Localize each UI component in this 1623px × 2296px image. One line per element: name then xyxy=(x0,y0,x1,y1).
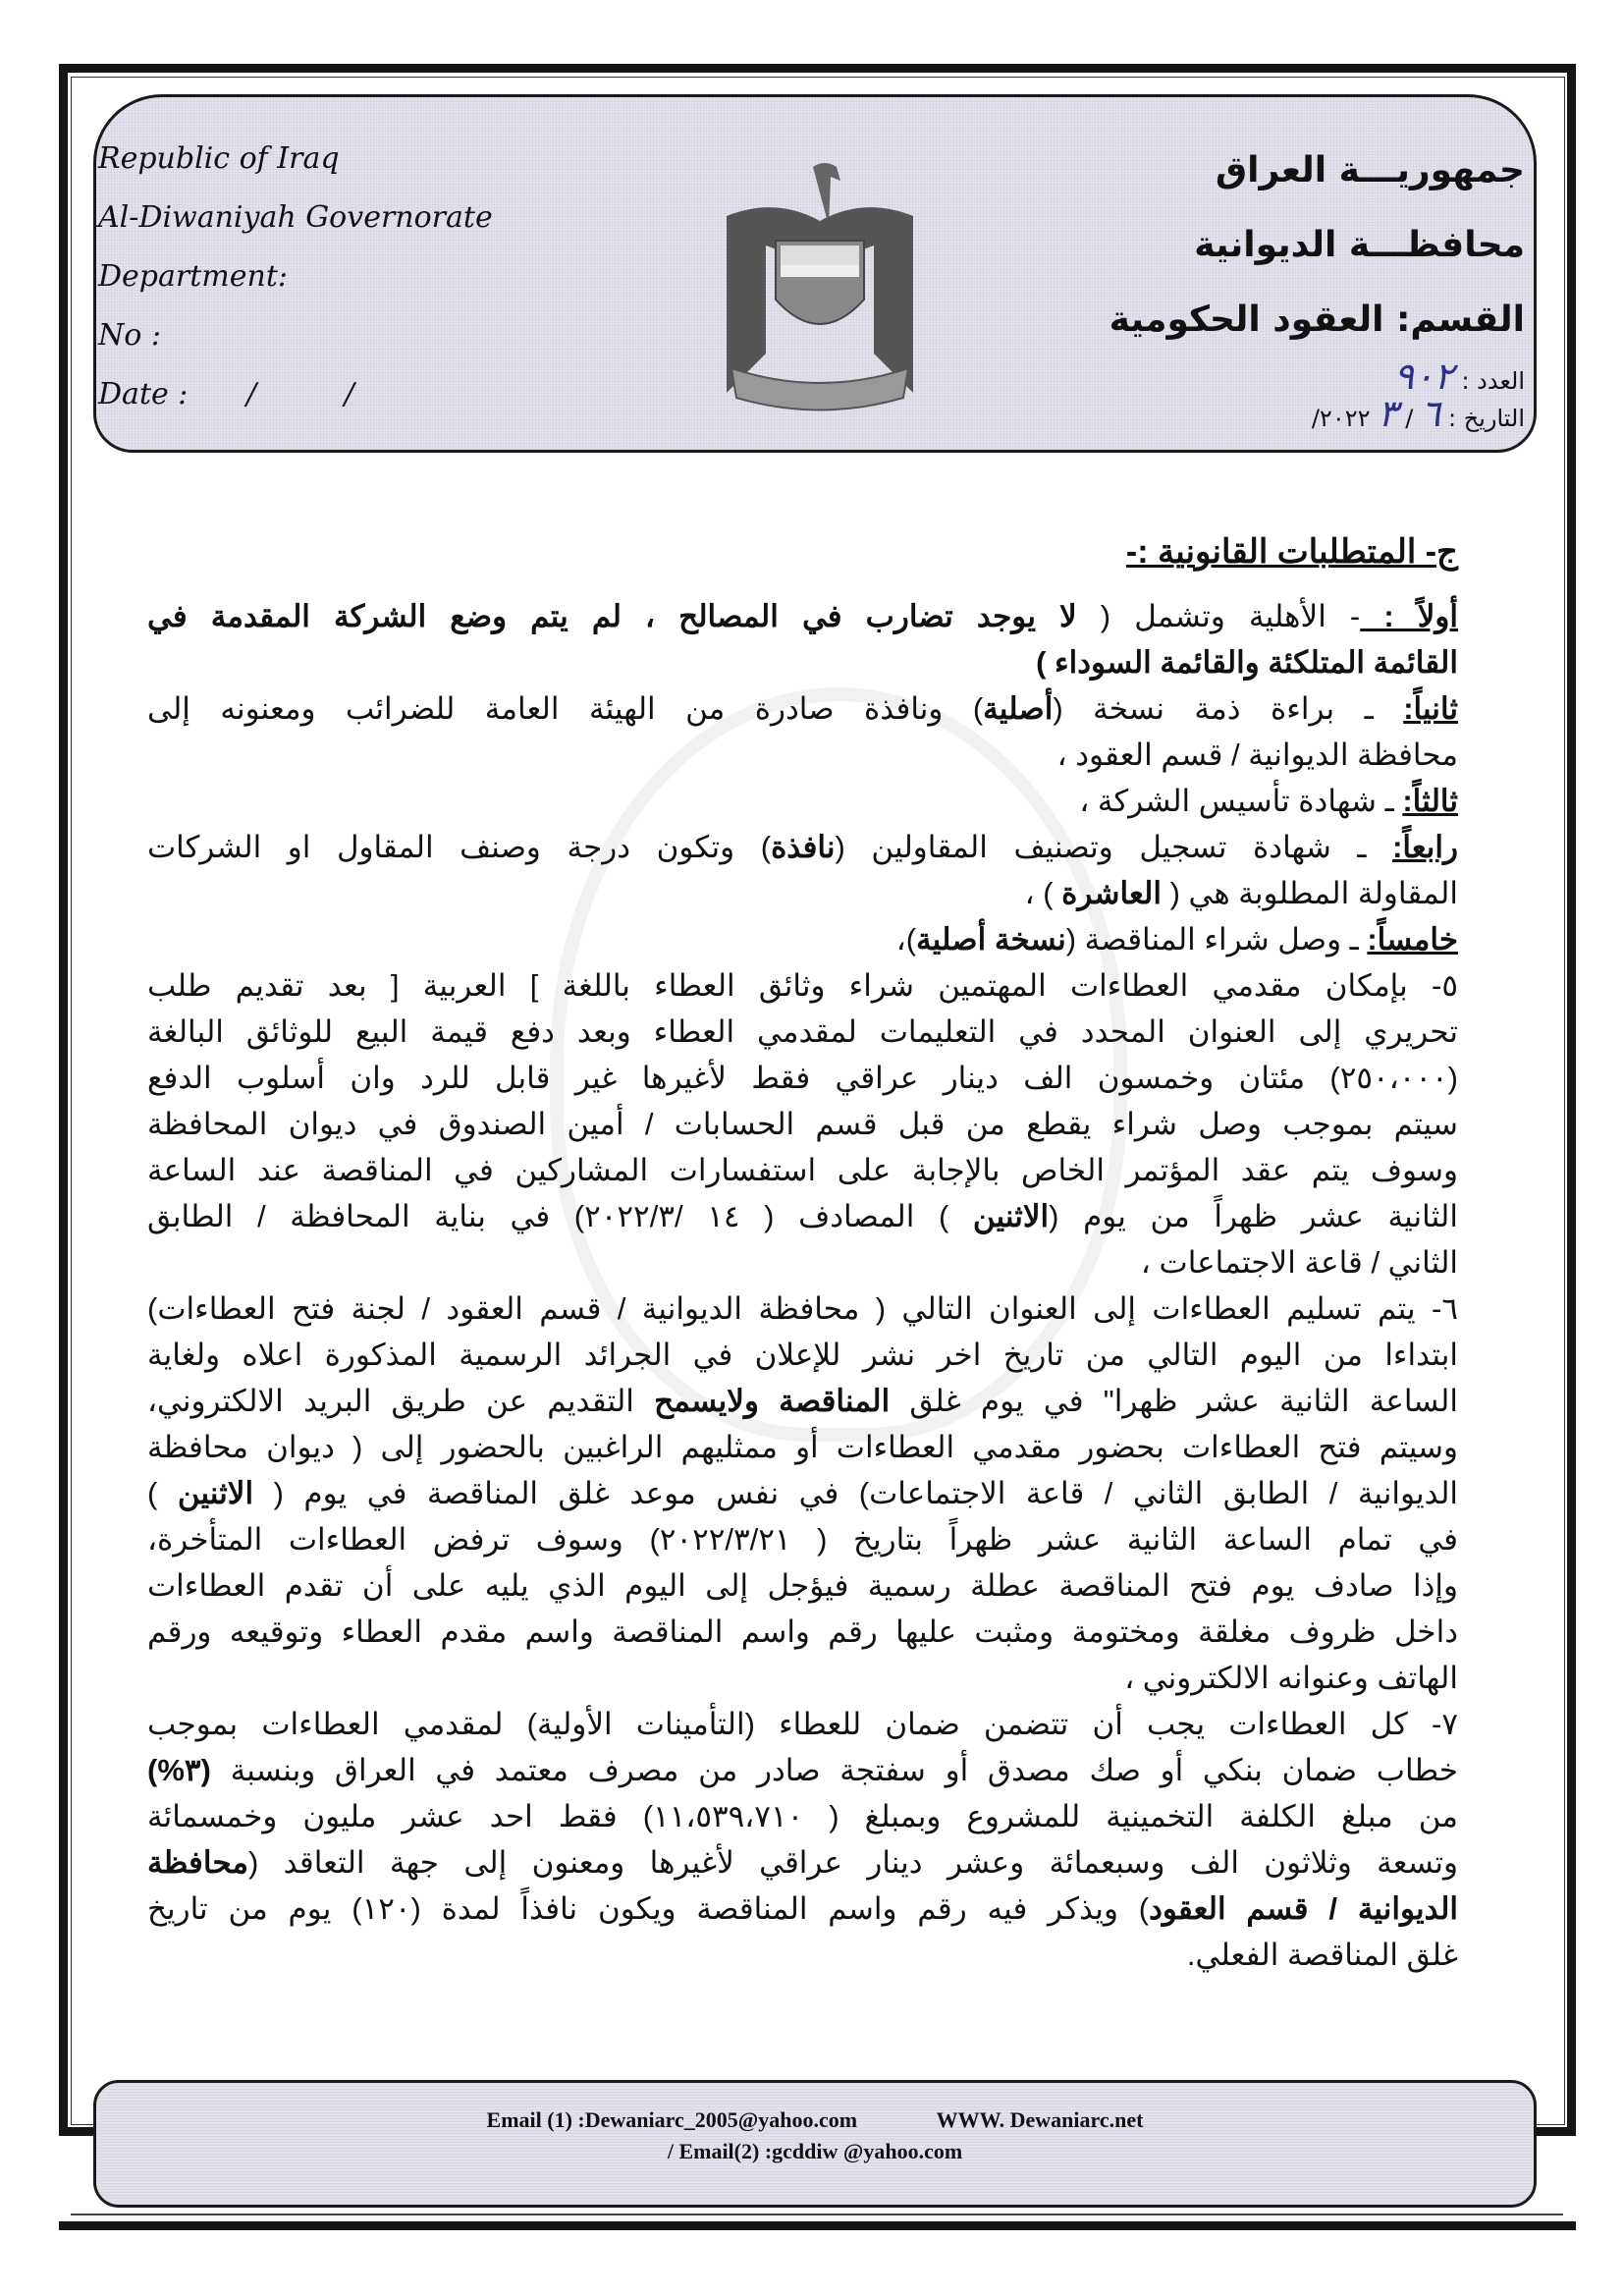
body-line xyxy=(147,1701,1458,1747)
text: ـ وصل شراء المناقصة ( xyxy=(1065,922,1368,957)
body-lines xyxy=(147,593,1458,1978)
bold-text: القائمة المتلكئة والقائمة السوداء ) xyxy=(1036,645,1458,680)
number-row-ar xyxy=(1109,355,1525,398)
body-line xyxy=(147,1470,1458,1516)
text: ) المصادف ( ١٤ /٢٠٢٢/٣) في بناية المحافظة / الطابق xyxy=(147,1199,973,1233)
date-month-handwritten: ٣ xyxy=(1378,392,1398,435)
bold-text: المناقصة ولايسمح xyxy=(654,1384,891,1418)
body-line xyxy=(147,1839,1458,1886)
bold-text: الاثنين xyxy=(972,1199,1050,1233)
bold-text: نسخة أصلية xyxy=(916,922,1066,957)
body-line xyxy=(147,1516,1458,1562)
number-label-en: No : xyxy=(98,318,161,353)
text: المقاولة المطلوبة هي ( xyxy=(1161,876,1458,910)
footer-line-2 xyxy=(96,2136,1534,2167)
department-label-en: Department: xyxy=(98,259,288,294)
text: ـ شهادة تأسيس الشركة ، xyxy=(1079,784,1403,818)
footer-contact-box xyxy=(93,2080,1537,2208)
text: (٢٥٠،٠٠٠) مئتان وخمسون الف دينار عراقي فقط لأغيرها غير قابل للرد وان أسلوب الدفع xyxy=(147,1061,1458,1095)
country-ar: جمهوريـــة العراق xyxy=(1215,150,1525,191)
body-line xyxy=(147,1424,1458,1470)
footer-line-1 xyxy=(96,2105,1534,2136)
text: الثاني / قاعة الاجتماعات ، xyxy=(1140,1245,1458,1280)
text: سيتم بموجب وصل شراء يقطع من قبل قسم الحسابات / أمين الصندوق في ديوان المحافظة xyxy=(147,1107,1458,1141)
footer-website: WWW. Dewaniarc.net xyxy=(936,2107,1144,2132)
body-line xyxy=(147,1147,1458,1193)
footer-email-2: / Email(2) :gcddiw @yahoo.com xyxy=(667,2139,963,2163)
text: ٥- بإمكان مقدمي العطاءات المهتمين شراء وثائق العطاء باللغة ] العربية [ بعد تقديم طلب xyxy=(147,968,1458,1003)
bold-text: الديوانية / قسم العقود xyxy=(1149,1891,1459,1926)
letterhead-english xyxy=(98,130,493,424)
body-line xyxy=(147,1009,1458,1055)
date-year: ٢٠٢٢/ xyxy=(1311,405,1371,432)
number-handwritten: ٩٠٢ xyxy=(1393,355,1454,398)
department-ar: القسم: العقود الحكومية xyxy=(1109,300,1525,340)
bold-text: رابعاً: xyxy=(1392,830,1458,864)
date-row-ar xyxy=(1109,392,1525,435)
bold-text: ثانياً: xyxy=(1403,691,1459,726)
text: ٦- يتم تسليم العطاءات إلى العنوان التالي ( محافظة الديوانية / قسم العقود / لجنة فتح العطاءات) xyxy=(147,1291,1458,1326)
body-line xyxy=(147,870,1458,916)
body-line xyxy=(147,1101,1458,1147)
bold-text: أولاً : xyxy=(1360,599,1458,633)
text: التقديم عن طريق البريد الالكتروني، xyxy=(147,1384,655,1418)
text: الثانية عشر ظهراً من يوم ( xyxy=(1049,1199,1458,1233)
date-label-en: Date : xyxy=(98,377,189,411)
bold-text: نافذة xyxy=(771,830,836,864)
text: وسيتم فتح العطاءات بحضور مقدمي العطاءات أو ممثليهم الراغبين بالحضور إلى ( ديوان محافظة xyxy=(147,1430,1458,1464)
text: في تمام الساعة الثانية عشر ظهراً بتاريخ ( ٢٠٢٢/٣/٢١) وسوف ترفض العطاءات المتأخرة، xyxy=(147,1522,1458,1557)
text: ) xyxy=(147,1476,178,1510)
section-title: ج- المتطلبات القانونية :- xyxy=(1125,533,1458,571)
body-line xyxy=(147,1239,1458,1285)
text: ٧- كل العطاءات يجب أن تتضمن ضمان للعطاء (التأمينات الأولية) لمقدمي العطاءات بموجب xyxy=(147,1707,1458,1741)
date-slashes-en: / / xyxy=(245,377,394,411)
text: داخل ظروف مغلقة ومختومة ومثبت عليها رقم واسم المناقصة واسم مقدم العطاء وتوقيعه ورقم xyxy=(147,1614,1458,1649)
number-label-ar: العدد : xyxy=(1461,367,1525,395)
frame-bottom-thin xyxy=(71,2214,1563,2215)
text: الهاتف وعنوانه الالكتروني ، xyxy=(1124,1661,1458,1695)
body-line xyxy=(147,1562,1458,1609)
body-line xyxy=(147,593,1458,639)
text: وتسعة وثلاثون الف وسبعمائة وعشر دينار عراقي لأغيرها ومعنون إلى جهة التعاقد ( xyxy=(247,1845,1458,1880)
bold-text: العاشرة xyxy=(1061,876,1162,910)
text: ـ شهادة تسجيل وتصنيف المقاولين ( xyxy=(835,830,1393,864)
text: - الأهلية وتشمل ( xyxy=(1076,599,1361,633)
text: وسوف يتم عقد المؤتمر الخاص بالإجابة على استفسارات المشاركين في المناقصة عند الساعة xyxy=(147,1153,1458,1187)
date-row-en xyxy=(98,365,493,424)
body-line xyxy=(147,685,1458,732)
body-line xyxy=(147,639,1458,685)
footer-email-1: Email (1) :Dewaniarc_2005@yahoo.com xyxy=(486,2107,858,2132)
body-line xyxy=(147,1793,1458,1839)
bold-text: لا يوجد تضارب في المصالح ، لم يتم وضع الشركة المقدمة في xyxy=(147,599,1077,633)
text: من مبلغ الكلفة التخمينية للمشروع وبمبلغ ( ١١،٥٣٩،٧١٠) فقط احد عشر مليون وخمسمائة xyxy=(147,1799,1458,1833)
body-line xyxy=(147,778,1458,824)
body-line xyxy=(147,732,1458,778)
document-body xyxy=(147,511,1458,1978)
bold-text: (٣%) xyxy=(147,1753,211,1787)
country-en: Republic of Iraq xyxy=(98,141,340,176)
governorate-ar: محافظـــة الديوانية xyxy=(1194,225,1525,265)
text: ـ براءة ذمة نسخة ( xyxy=(1053,691,1404,726)
text: ) ويذكر فيه رقم واسم المناقصة ويكون نافذاً لمدة (١٢٠) يوم من تاريخ xyxy=(147,1891,1150,1926)
body-line xyxy=(147,962,1458,1009)
governorate-en: Al-Diwaniyah Governorate xyxy=(98,200,493,235)
text: ابتداءا من اليوم التالي من تاريخ اخر نشر للإعلان في الجرائد الرسمية المذكورة اعلاه ولغاية xyxy=(147,1338,1458,1372)
body-line xyxy=(147,1193,1458,1239)
body-line xyxy=(147,1932,1458,1978)
body-line xyxy=(147,1055,1458,1101)
iraq-emblem-icon xyxy=(697,147,943,422)
body-line xyxy=(147,1609,1458,1655)
body-line xyxy=(147,1747,1458,1793)
bold-text: محافظة xyxy=(147,1845,248,1880)
bold-text: ثالثاً: xyxy=(1402,784,1458,818)
body-line xyxy=(147,1655,1458,1701)
body-line xyxy=(147,824,1458,870)
body-line xyxy=(147,1285,1458,1332)
body-line xyxy=(147,916,1458,962)
body-line xyxy=(147,1332,1458,1378)
date-day-handwritten: ٦ xyxy=(1420,392,1441,435)
text: الساعة الثانية عشر ظهرا" في يوم غلق xyxy=(890,1384,1458,1418)
date-label-ar: التاريخ : xyxy=(1447,405,1525,432)
text: غلق المناقصة الفعلي. xyxy=(1186,1938,1458,1972)
text: )، xyxy=(895,922,917,957)
text: خطاب ضمان بنكي أو صك مصدق أو سفتجة صادر من مصرف معتمد في العراق وبنسبة xyxy=(210,1753,1458,1787)
bold-text: الاثنين xyxy=(177,1476,254,1510)
letterhead-arabic xyxy=(1109,134,1525,435)
text: محافظة الديوانية / قسم العقود ، xyxy=(1056,738,1458,772)
text: الديوانية / الطابق الثاني / قاعة الاجتماعات) في نفس موعد غلق المناقصة في يوم ( xyxy=(253,1476,1459,1510)
body-line xyxy=(147,1886,1458,1932)
text: ) ، xyxy=(1024,876,1062,910)
text: وإذا صادف يوم فتح المناقصة عطلة رسمية فيؤجل إلى اليوم الذي يليه على أن تقدم العطاءات xyxy=(147,1568,1458,1603)
text: تحريري إلى العنوان المحدد في التعليمات لمقدمي العطاء وبعد دفع قيمة البيع للوثائق البالغة xyxy=(147,1014,1458,1049)
body-line xyxy=(147,1378,1458,1424)
bold-text: أصلية xyxy=(983,691,1054,726)
frame-bottom xyxy=(59,2221,1576,2230)
bold-text: خامساً: xyxy=(1367,922,1458,957)
text: ) ونافذة صادرة من الهيئة العامة للضرائب ومعنونه إلى xyxy=(147,691,984,726)
text: ) وتكون درجة وصنف المقاول او الشركات xyxy=(147,830,772,864)
date-separator: / xyxy=(1405,405,1414,432)
